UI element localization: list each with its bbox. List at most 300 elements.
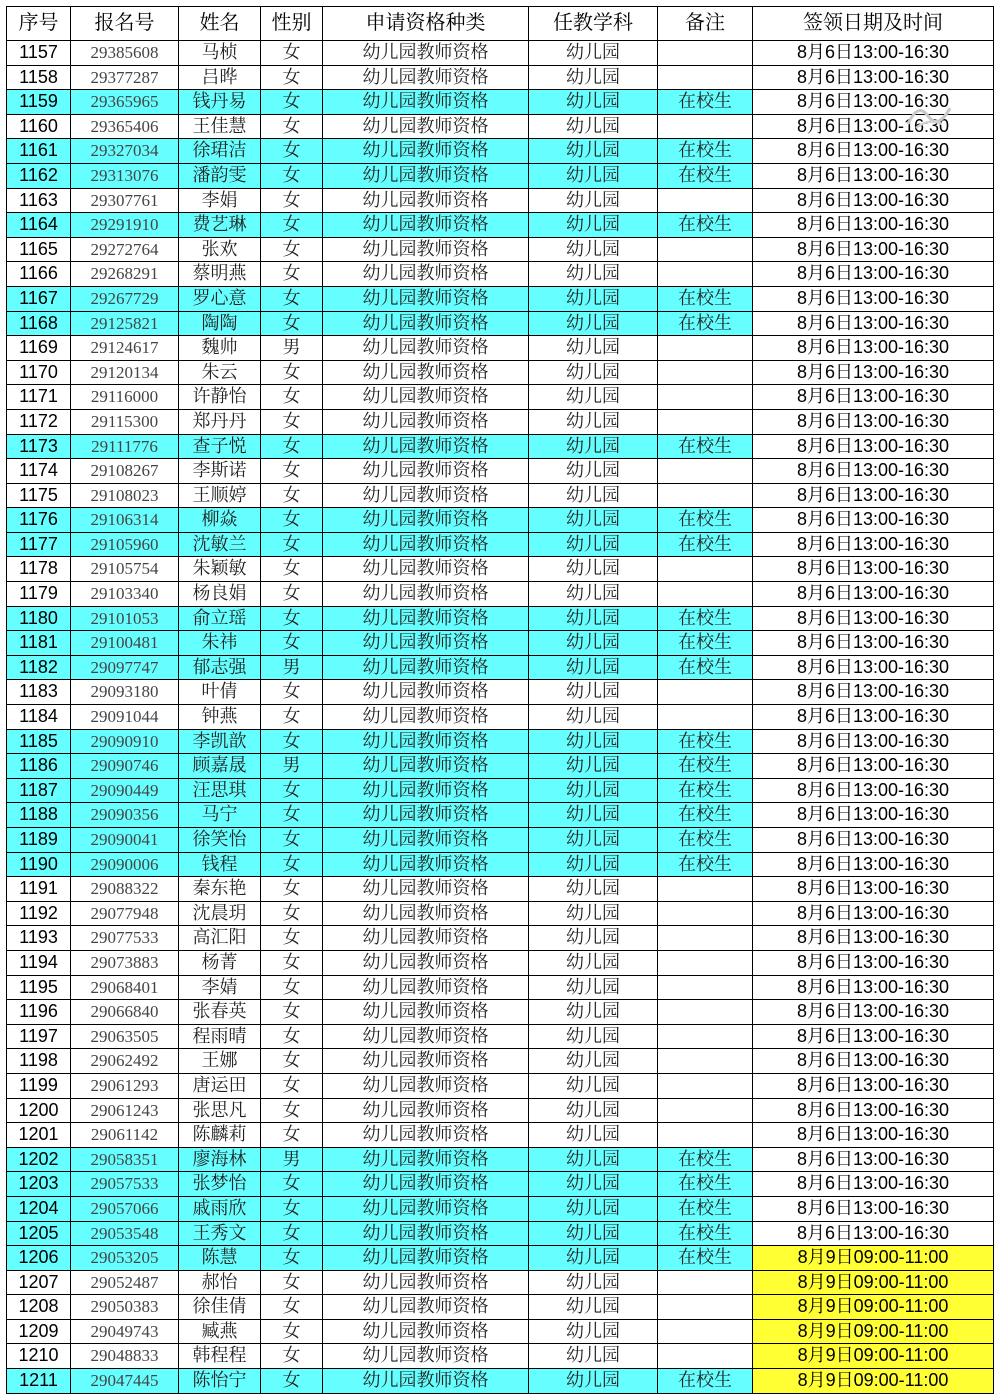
cell-qualification-type: 幼儿园教师资格	[323, 188, 529, 213]
cell-seq: 1203	[7, 1172, 71, 1197]
cell-reg-number: 29365406	[71, 114, 179, 139]
cell-pickup-time: 8月6日13:00-16:30	[753, 1147, 994, 1172]
cell-name: 廖海林	[179, 1147, 261, 1172]
cell-reg-number: 29061142	[71, 1123, 179, 1148]
cell-qualification-type: 幼儿园教师资格	[323, 754, 529, 779]
cell-pickup-time: 8月6日13:00-16:30	[753, 483, 994, 508]
cell-qualification-type: 幼儿园教师资格	[323, 311, 529, 336]
cell-pickup-time: 8月6日13:00-16:30	[753, 262, 994, 287]
cell-subject: 幼儿园	[529, 557, 658, 582]
cell-subject: 幼儿园	[529, 459, 658, 484]
cell-name: 钱程	[179, 852, 261, 877]
table-row	[7, 1172, 994, 1197]
table-row	[7, 409, 994, 434]
cell-qualification-type: 幼儿园教师资格	[323, 1123, 529, 1148]
cell-subject: 幼儿园	[529, 139, 658, 164]
cell-qualification-type: 幼儿园教师资格	[323, 1295, 529, 1320]
cell-pickup-time: 8月6日13:00-16:30	[753, 90, 994, 115]
cell-name: 臧燕	[179, 1319, 261, 1344]
cell-seq: 1188	[7, 803, 71, 828]
cell-reg-number: 29100481	[71, 631, 179, 656]
table-row	[7, 508, 994, 533]
cell-name: 李凯歆	[179, 729, 261, 754]
cell-seq: 1158	[7, 65, 71, 90]
cell-qualification-type: 幼儿园教师资格	[323, 1344, 529, 1369]
cell-gender: 女	[261, 582, 323, 607]
cell-subject: 幼儿园	[529, 1073, 658, 1098]
header-pickup-time: 签领日期及时间	[753, 7, 994, 41]
cell-gender: 女	[261, 90, 323, 115]
cell-name: 王娜	[179, 1049, 261, 1074]
cell-gender: 女	[261, 262, 323, 287]
cell-subject: 幼儿园	[529, 680, 658, 705]
cell-note: 在校生	[658, 1196, 753, 1221]
cell-qualification-type: 幼儿园教师资格	[323, 459, 529, 484]
cell-reg-number: 29267729	[71, 286, 179, 311]
cell-reg-number: 29066840	[71, 1000, 179, 1025]
cell-subject: 幼儿园	[529, 729, 658, 754]
cell-seq: 1170	[7, 360, 71, 385]
cell-note: 在校生	[658, 311, 753, 336]
cell-pickup-time: 8月6日13:00-16:30	[753, 828, 994, 853]
cell-name: 叶倩	[179, 680, 261, 705]
cell-qualification-type: 幼儿园教师资格	[323, 237, 529, 262]
cell-qualification-type: 幼儿园教师资格	[323, 1049, 529, 1074]
cell-gender: 女	[261, 680, 323, 705]
cell-note: 在校生	[658, 803, 753, 828]
cell-name: 查子悦	[179, 434, 261, 459]
cell-gender: 女	[261, 877, 323, 902]
cell-gender: 女	[261, 729, 323, 754]
cell-gender: 女	[261, 508, 323, 533]
cell-qualification-type: 幼儿园教师资格	[323, 286, 529, 311]
cell-name: 王顺婷	[179, 483, 261, 508]
cell-pickup-time: 8月6日13:00-16:30	[753, 1049, 994, 1074]
cell-name: 杨良娟	[179, 582, 261, 607]
cell-seq: 1193	[7, 926, 71, 951]
cell-reg-number: 29057066	[71, 1196, 179, 1221]
cell-seq: 1163	[7, 188, 71, 213]
cell-qualification-type: 幼儿园教师资格	[323, 680, 529, 705]
cell-gender: 女	[261, 459, 323, 484]
cell-note	[658, 459, 753, 484]
cell-qualification-type: 幼儿园教师资格	[323, 532, 529, 557]
header-subject: 任教学科	[529, 7, 658, 41]
cell-gender: 女	[261, 631, 323, 656]
table-row	[7, 557, 994, 582]
cell-note	[658, 385, 753, 410]
cell-reg-number: 29063505	[71, 1024, 179, 1049]
table-row	[7, 237, 994, 262]
cell-subject: 幼儿园	[529, 532, 658, 557]
cell-gender: 女	[261, 360, 323, 385]
cell-qualification-type: 幼儿园教师资格	[323, 1221, 529, 1246]
cell-seq: 1198	[7, 1049, 71, 1074]
cell-gender: 女	[261, 188, 323, 213]
table-row	[7, 828, 994, 853]
cell-seq: 1169	[7, 336, 71, 361]
cell-gender: 女	[261, 286, 323, 311]
header-qualification-type: 申请资格种类	[323, 7, 529, 41]
cell-qualification-type: 幼儿园教师资格	[323, 360, 529, 385]
cell-qualification-type: 幼儿园教师资格	[323, 1196, 529, 1221]
cell-name: 张春英	[179, 1000, 261, 1025]
cell-pickup-time: 8月6日13:00-16:30	[753, 778, 994, 803]
cell-reg-number: 29053205	[71, 1246, 179, 1271]
cell-subject: 幼儿园	[529, 1147, 658, 1172]
cell-pickup-time: 8月6日13:00-16:30	[753, 631, 994, 656]
cell-subject: 幼儿园	[529, 950, 658, 975]
cell-note	[658, 705, 753, 730]
cell-qualification-type: 幼儿园教师资格	[323, 1098, 529, 1123]
header-note: 备注	[658, 7, 753, 41]
cell-note	[658, 1000, 753, 1025]
table-row	[7, 754, 994, 779]
cell-qualification-type: 幼儿园教师资格	[323, 852, 529, 877]
cell-qualification-type: 幼儿园教师资格	[323, 1246, 529, 1271]
table-row	[7, 385, 994, 410]
cell-gender: 女	[261, 1319, 323, 1344]
cell-reg-number: 29106314	[71, 508, 179, 533]
table-row	[7, 1221, 994, 1246]
cell-pickup-time: 8月6日13:00-16:30	[753, 336, 994, 361]
table-row	[7, 262, 994, 287]
cell-subject: 幼儿园	[529, 360, 658, 385]
table-row	[7, 680, 994, 705]
cell-note	[658, 680, 753, 705]
cell-reg-number: 29327034	[71, 139, 179, 164]
cell-reg-number: 29049743	[71, 1319, 179, 1344]
cell-note: 在校生	[658, 631, 753, 656]
cell-subject: 幼儿园	[529, 1123, 658, 1148]
cell-name: 陈怡宁	[179, 1369, 261, 1394]
cell-seq: 1197	[7, 1024, 71, 1049]
cell-subject: 幼儿园	[529, 385, 658, 410]
cell-name: 徐佳倩	[179, 1295, 261, 1320]
cell-name: 程雨晴	[179, 1024, 261, 1049]
cell-seq: 1179	[7, 582, 71, 607]
cell-reg-number: 29108023	[71, 483, 179, 508]
cell-gender: 女	[261, 409, 323, 434]
table-row	[7, 139, 994, 164]
cell-seq: 1211	[7, 1369, 71, 1394]
cell-seq: 1194	[7, 950, 71, 975]
cell-seq: 1166	[7, 262, 71, 287]
cell-gender: 女	[261, 1295, 323, 1320]
cell-seq: 1192	[7, 901, 71, 926]
cell-subject: 幼儿园	[529, 1221, 658, 1246]
cell-note	[658, 975, 753, 1000]
cell-note	[658, 901, 753, 926]
cell-reg-number: 29061293	[71, 1073, 179, 1098]
cell-seq: 1185	[7, 729, 71, 754]
table-row	[7, 90, 994, 115]
cell-gender: 女	[261, 557, 323, 582]
cell-seq: 1157	[7, 41, 71, 66]
cell-name: 郁志强	[179, 655, 261, 680]
cell-reg-number: 29090041	[71, 828, 179, 853]
cell-pickup-time: 8月6日13:00-16:30	[753, 680, 994, 705]
cell-pickup-time: 8月9日09:00-11:00	[753, 1270, 994, 1295]
cell-gender: 女	[261, 1246, 323, 1271]
table-row	[7, 1369, 994, 1394]
cell-note: 在校生	[658, 754, 753, 779]
table-row	[7, 1073, 994, 1098]
cell-note	[658, 65, 753, 90]
cell-gender: 男	[261, 754, 323, 779]
cell-pickup-time: 8月6日13:00-16:30	[753, 901, 994, 926]
cell-gender: 女	[261, 311, 323, 336]
cell-pickup-time: 8月6日13:00-16:30	[753, 1098, 994, 1123]
cell-subject: 幼儿园	[529, 65, 658, 90]
cell-gender: 女	[261, 1000, 323, 1025]
cell-seq: 1190	[7, 852, 71, 877]
table-row	[7, 483, 994, 508]
cell-pickup-time: 8月6日13:00-16:30	[753, 926, 994, 951]
table-row	[7, 655, 994, 680]
cell-name: 汪思琪	[179, 778, 261, 803]
cell-pickup-time: 8月6日13:00-16:30	[753, 41, 994, 66]
cell-subject: 幼儿园	[529, 1172, 658, 1197]
cell-note	[658, 557, 753, 582]
cell-reg-number: 29124617	[71, 336, 179, 361]
cell-note	[658, 1270, 753, 1295]
cell-note: 在校生	[658, 286, 753, 311]
cell-seq: 1171	[7, 385, 71, 410]
table-row	[7, 213, 994, 238]
cell-gender: 女	[261, 975, 323, 1000]
cell-pickup-time: 8月6日13:00-16:30	[753, 114, 994, 139]
cell-reg-number: 29307761	[71, 188, 179, 213]
cell-gender: 男	[261, 1147, 323, 1172]
table-row	[7, 803, 994, 828]
table-row	[7, 1024, 994, 1049]
cell-seq: 1178	[7, 557, 71, 582]
table-row	[7, 1246, 994, 1271]
cell-name: 吕晔	[179, 65, 261, 90]
cell-seq: 1182	[7, 655, 71, 680]
cell-subject: 幼儿园	[529, 286, 658, 311]
cell-qualification-type: 幼儿园教师资格	[323, 926, 529, 951]
cell-reg-number: 29090006	[71, 852, 179, 877]
cell-name: 沈敏兰	[179, 532, 261, 557]
cell-seq: 1210	[7, 1344, 71, 1369]
cell-subject: 幼儿园	[529, 1196, 658, 1221]
cell-gender: 女	[261, 1024, 323, 1049]
cell-note: 在校生	[658, 213, 753, 238]
cell-subject: 幼儿园	[529, 1246, 658, 1271]
cell-gender: 女	[261, 1196, 323, 1221]
cell-gender: 女	[261, 1073, 323, 1098]
cell-qualification-type: 幼儿园教师资格	[323, 1147, 529, 1172]
cell-pickup-time: 8月6日13:00-16:30	[753, 409, 994, 434]
cell-note: 在校生	[658, 532, 753, 557]
cell-pickup-time: 8月6日13:00-16:30	[753, 434, 994, 459]
cell-note: 在校生	[658, 852, 753, 877]
cell-qualification-type: 幼儿园教师资格	[323, 950, 529, 975]
cell-gender: 女	[261, 41, 323, 66]
cell-subject: 幼儿园	[529, 434, 658, 459]
cell-name: 罗心意	[179, 286, 261, 311]
cell-seq: 1206	[7, 1246, 71, 1271]
cell-qualification-type: 幼儿园教师资格	[323, 1172, 529, 1197]
cell-pickup-time: 8月6日13:00-16:30	[753, 754, 994, 779]
cell-gender: 男	[261, 655, 323, 680]
cell-pickup-time: 8月6日13:00-16:30	[753, 877, 994, 902]
cell-note: 在校生	[658, 163, 753, 188]
cell-qualification-type: 幼儿园教师资格	[323, 778, 529, 803]
cell-note	[658, 1344, 753, 1369]
cell-note	[658, 1073, 753, 1098]
cell-name: 郝怡	[179, 1270, 261, 1295]
cell-qualification-type: 幼儿园教师资格	[323, 803, 529, 828]
cell-note	[658, 41, 753, 66]
cell-pickup-time: 8月6日13:00-16:30	[753, 188, 994, 213]
cell-name: 俞立瑶	[179, 606, 261, 631]
cell-name: 陶陶	[179, 311, 261, 336]
cell-qualification-type: 幼儿园教师资格	[323, 729, 529, 754]
table-row	[7, 1270, 994, 1295]
cell-name: 秦东艳	[179, 877, 261, 902]
cell-subject: 幼儿园	[529, 1098, 658, 1123]
cell-reg-number: 29052487	[71, 1270, 179, 1295]
cell-pickup-time: 8月9日09:00-11:00	[753, 1369, 994, 1394]
cell-seq: 1175	[7, 483, 71, 508]
cell-seq: 1173	[7, 434, 71, 459]
cell-gender: 女	[261, 1221, 323, 1246]
table-row	[7, 532, 994, 557]
cell-name: 潘韵雯	[179, 163, 261, 188]
cell-qualification-type: 幼儿园教师资格	[323, 385, 529, 410]
cell-note: 在校生	[658, 1221, 753, 1246]
table-row	[7, 1344, 994, 1369]
cell-note	[658, 262, 753, 287]
cell-subject: 幼儿园	[529, 1344, 658, 1369]
cell-reg-number: 29062492	[71, 1049, 179, 1074]
cell-qualification-type: 幼儿园教师资格	[323, 163, 529, 188]
cell-subject: 幼儿园	[529, 1049, 658, 1074]
table-row	[7, 631, 994, 656]
cell-note	[658, 926, 753, 951]
cell-seq: 1187	[7, 778, 71, 803]
cell-seq: 1204	[7, 1196, 71, 1221]
table-row	[7, 606, 994, 631]
cell-reg-number: 29116000	[71, 385, 179, 410]
cell-reg-number: 29103340	[71, 582, 179, 607]
cell-note: 在校生	[658, 1172, 753, 1197]
cell-reg-number: 29088322	[71, 877, 179, 902]
cell-subject: 幼儿园	[529, 188, 658, 213]
cell-reg-number: 29050383	[71, 1295, 179, 1320]
cell-reg-number: 29093180	[71, 680, 179, 705]
cell-name: 郑丹丹	[179, 409, 261, 434]
cell-qualification-type: 幼儿园教师资格	[323, 1369, 529, 1394]
header-gender: 性别	[261, 7, 323, 41]
cell-seq: 1189	[7, 828, 71, 853]
cell-reg-number: 29090449	[71, 778, 179, 803]
cell-gender: 女	[261, 163, 323, 188]
cell-pickup-time: 8月9日09:00-11:00	[753, 1319, 994, 1344]
cell-qualification-type: 幼儿园教师资格	[323, 1000, 529, 1025]
cell-reg-number: 29120134	[71, 360, 179, 385]
cell-pickup-time: 8月6日13:00-16:30	[753, 459, 994, 484]
cell-gender: 女	[261, 1344, 323, 1369]
cell-seq: 1172	[7, 409, 71, 434]
table-row	[7, 336, 994, 361]
cell-pickup-time: 8月6日13:00-16:30	[753, 532, 994, 557]
cell-seq: 1184	[7, 705, 71, 730]
cell-subject: 幼儿园	[529, 336, 658, 361]
cell-subject: 幼儿园	[529, 828, 658, 853]
table-row	[7, 975, 994, 1000]
cell-qualification-type: 幼儿园教师资格	[323, 901, 529, 926]
cell-pickup-time: 8月6日13:00-16:30	[753, 385, 994, 410]
cell-pickup-time: 8月6日13:00-16:30	[753, 1073, 994, 1098]
cell-name: 张梦怡	[179, 1172, 261, 1197]
cell-reg-number: 29111776	[71, 434, 179, 459]
cell-subject: 幼儿园	[529, 631, 658, 656]
cell-seq: 1176	[7, 508, 71, 533]
cell-name: 张欢	[179, 237, 261, 262]
cell-reg-number: 29053548	[71, 1221, 179, 1246]
cell-name: 陈慧	[179, 1246, 261, 1271]
cell-subject: 幼儿园	[529, 409, 658, 434]
cell-pickup-time: 8月6日13:00-16:30	[753, 163, 994, 188]
cell-gender: 女	[261, 705, 323, 730]
table-row	[7, 729, 994, 754]
cell-reg-number: 29377287	[71, 65, 179, 90]
cell-note: 在校生	[658, 139, 753, 164]
cell-subject: 幼儿园	[529, 778, 658, 803]
table-row	[7, 1000, 994, 1025]
cell-pickup-time: 8月9日09:00-11:00	[753, 1344, 994, 1369]
cell-pickup-time: 8月6日13:00-16:30	[753, 311, 994, 336]
table-row	[7, 188, 994, 213]
cell-subject: 幼儿园	[529, 901, 658, 926]
cell-name: 马宁	[179, 803, 261, 828]
cell-pickup-time: 8月6日13:00-16:30	[753, 360, 994, 385]
cell-qualification-type: 幼儿园教师资格	[323, 1024, 529, 1049]
cell-qualification-type: 幼儿园教师资格	[323, 409, 529, 434]
cell-gender: 女	[261, 1049, 323, 1074]
cell-reg-number: 29047445	[71, 1369, 179, 1394]
cell-reg-number: 29077533	[71, 926, 179, 951]
cell-note: 在校生	[658, 655, 753, 680]
header-reg-number: 报名号	[71, 7, 179, 41]
cell-name: 杨菁	[179, 950, 261, 975]
cell-reg-number: 29101053	[71, 606, 179, 631]
cell-name: 费艺琳	[179, 213, 261, 238]
cell-gender: 女	[261, 532, 323, 557]
cell-note: 在校生	[658, 828, 753, 853]
cell-name: 张思凡	[179, 1098, 261, 1123]
cell-seq: 1201	[7, 1123, 71, 1148]
cell-pickup-time: 8月6日13:00-16:30	[753, 852, 994, 877]
cell-pickup-time: 8月6日13:00-16:30	[753, 508, 994, 533]
cell-pickup-time: 8月6日13:00-16:30	[753, 803, 994, 828]
cell-subject: 幼儿园	[529, 213, 658, 238]
cell-pickup-time: 8月6日13:00-16:30	[753, 1196, 994, 1221]
cell-subject: 幼儿园	[529, 1024, 658, 1049]
cell-note	[658, 114, 753, 139]
cell-seq: 1186	[7, 754, 71, 779]
cell-qualification-type: 幼儿园教师资格	[323, 90, 529, 115]
table-row	[7, 950, 994, 975]
cell-note	[658, 188, 753, 213]
cell-subject: 幼儿园	[529, 163, 658, 188]
cell-qualification-type: 幼儿园教师资格	[323, 705, 529, 730]
cell-seq: 1207	[7, 1270, 71, 1295]
